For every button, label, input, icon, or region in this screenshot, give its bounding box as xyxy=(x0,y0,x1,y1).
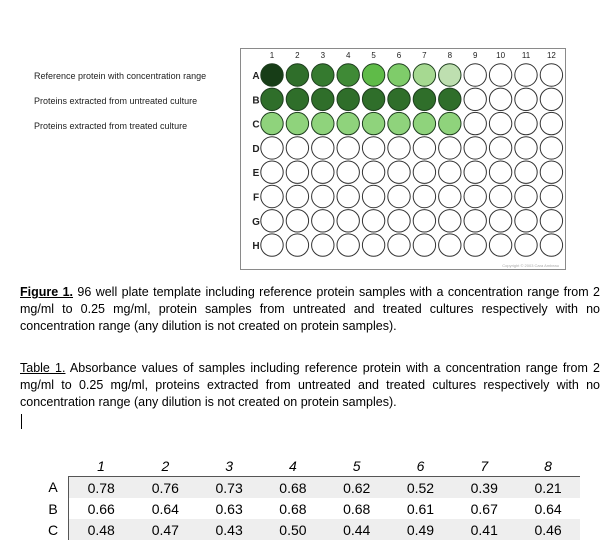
table-cell: 0.63 xyxy=(197,498,261,519)
empty-well xyxy=(337,185,359,207)
table-cell: 0.21 xyxy=(516,477,580,499)
empty-well xyxy=(489,234,511,256)
empty-well xyxy=(362,161,384,183)
table-cell: 0.44 xyxy=(325,519,389,540)
empty-well xyxy=(540,185,562,207)
empty-well xyxy=(337,137,359,159)
empty-well xyxy=(464,112,486,134)
row-header: A xyxy=(38,477,69,499)
figure-caption-text: 96 well plate template including reference protein samples with a concentration range from 2 mg/ml to 0.25 mg/ml, protein samples from untreated and treated cultures respectively with no concentration range (any dilution is not created on protein samples). xyxy=(20,285,600,333)
empty-well xyxy=(261,234,283,256)
filled-well xyxy=(286,88,308,110)
empty-well xyxy=(540,210,562,232)
plate-column-label: 8 xyxy=(447,51,453,60)
empty-well xyxy=(489,185,511,207)
empty-well xyxy=(362,234,384,256)
empty-well xyxy=(439,185,461,207)
empty-well xyxy=(464,185,486,207)
figure-caption-label: Figure 1. xyxy=(20,285,74,299)
filled-well xyxy=(413,64,435,86)
table-header-row xyxy=(38,455,580,477)
empty-well xyxy=(489,64,511,86)
empty-well xyxy=(515,88,537,110)
row-header: C xyxy=(38,519,69,540)
empty-well xyxy=(337,161,359,183)
row-header: B xyxy=(38,498,69,519)
empty-well xyxy=(464,161,486,183)
empty-well xyxy=(515,210,537,232)
empty-well xyxy=(515,137,537,159)
empty-well xyxy=(515,161,537,183)
filled-well xyxy=(286,64,308,86)
plate-column-label: 10 xyxy=(496,51,506,60)
empty-well xyxy=(312,185,334,207)
empty-well xyxy=(439,161,461,183)
plate-column-label: 3 xyxy=(320,51,326,60)
empty-well xyxy=(540,88,562,110)
empty-well xyxy=(464,88,486,110)
filled-well xyxy=(337,88,359,110)
empty-well xyxy=(413,161,435,183)
empty-well xyxy=(388,234,410,256)
empty-well xyxy=(515,185,537,207)
absorbance-table xyxy=(38,455,580,540)
legend-treated-culture: Proteins extracted from treated culture xyxy=(34,121,188,131)
filled-well xyxy=(337,112,359,134)
table-cell: 0.47 xyxy=(133,519,197,540)
empty-well xyxy=(286,161,308,183)
empty-well xyxy=(286,137,308,159)
empty-well xyxy=(286,234,308,256)
empty-well xyxy=(464,210,486,232)
table-cell: 0.76 xyxy=(133,477,197,499)
legend-untreated-culture: Proteins extracted from untreated culture xyxy=(34,96,198,106)
table-cell: 0.43 xyxy=(197,519,261,540)
plate-column-label: 2 xyxy=(295,51,300,60)
empty-well xyxy=(489,161,511,183)
empty-well xyxy=(413,210,435,232)
table-cell: 0.39 xyxy=(452,477,516,499)
plate-copyright: Copyright © 2003 Cara Ambeau xyxy=(502,263,559,268)
plate-column-label: 1 xyxy=(269,51,275,60)
filled-well xyxy=(388,112,410,134)
plate-column-label: 4 xyxy=(345,51,351,60)
filled-well xyxy=(413,88,435,110)
table-caption xyxy=(20,360,600,411)
plate-row-label: E xyxy=(252,168,260,180)
empty-well xyxy=(515,112,537,134)
plate-row-label: C xyxy=(252,119,260,131)
empty-well xyxy=(362,210,384,232)
table-cell: 0.64 xyxy=(516,498,580,519)
filled-well xyxy=(439,112,461,134)
column-header: 6 xyxy=(389,455,453,477)
plate-column-label: 9 xyxy=(472,51,478,60)
plate-row-label: B xyxy=(252,95,260,107)
empty-well xyxy=(312,137,334,159)
table-caption-text: Absorbance values of samples including reference protein with a concentration range from 2 mg/ml to 0.25 mg/ml, proteins extracted from untreated and treated cultures respectively with no concentration range (any dilution is not created on protein samples). xyxy=(20,361,601,409)
plate-row-label: A xyxy=(252,71,260,82)
plate-row-label: D xyxy=(252,143,260,155)
legend-reference-protein: Reference protein with concentration range xyxy=(34,71,207,81)
well-plate-figure xyxy=(240,48,566,270)
empty-well xyxy=(362,185,384,207)
filled-well xyxy=(362,112,384,134)
plate-row-label: G xyxy=(252,216,260,228)
filled-well xyxy=(337,64,359,86)
empty-well xyxy=(515,234,537,256)
filled-well xyxy=(286,112,308,134)
filled-well xyxy=(312,64,334,86)
table-cell: 0.41 xyxy=(452,519,516,540)
empty-well xyxy=(261,185,283,207)
empty-well xyxy=(362,137,384,159)
filled-well xyxy=(439,88,461,110)
table-cell: 0.67 xyxy=(452,498,516,519)
empty-well xyxy=(489,88,511,110)
empty-well xyxy=(312,161,334,183)
plate-row-label: F xyxy=(252,192,260,204)
table-cell: 0.64 xyxy=(133,498,197,519)
filled-well xyxy=(261,112,283,134)
table-cell: 0.61 xyxy=(389,498,453,519)
empty-well xyxy=(388,161,410,183)
empty-well xyxy=(312,234,334,256)
filled-well xyxy=(413,112,435,134)
filled-well xyxy=(261,64,283,86)
empty-well xyxy=(540,137,562,159)
well-plate-diagram xyxy=(241,49,567,271)
empty-well xyxy=(388,210,410,232)
filled-well xyxy=(312,112,334,134)
figure-caption xyxy=(20,284,600,335)
empty-well xyxy=(540,234,562,256)
empty-well xyxy=(261,137,283,159)
table-cell: 0.52 xyxy=(389,477,453,499)
table-row xyxy=(38,498,580,519)
empty-well xyxy=(413,185,435,207)
empty-well xyxy=(439,234,461,256)
table-cell: 0.73 xyxy=(197,477,261,499)
empty-well xyxy=(489,137,511,159)
table-corner-cell xyxy=(38,455,69,477)
empty-well xyxy=(540,64,562,86)
filled-well xyxy=(362,88,384,110)
table-cell: 0.49 xyxy=(389,519,453,540)
empty-well xyxy=(439,210,461,232)
empty-well xyxy=(312,210,334,232)
table-cell: 0.48 xyxy=(69,519,134,540)
text-cursor xyxy=(21,414,22,429)
table-cell: 0.50 xyxy=(261,519,325,540)
filled-well xyxy=(261,88,283,110)
column-header: 4 xyxy=(261,455,325,477)
empty-well xyxy=(464,234,486,256)
table-cell: 0.68 xyxy=(261,477,325,499)
column-header: 3 xyxy=(197,455,261,477)
filled-well xyxy=(388,88,410,110)
empty-well xyxy=(388,137,410,159)
table-row xyxy=(38,519,580,540)
plate-column-label: 12 xyxy=(546,51,556,60)
table-cell: 0.78 xyxy=(69,477,134,499)
column-header: 7 xyxy=(452,455,516,477)
column-header: 5 xyxy=(325,455,389,477)
column-header: 1 xyxy=(69,455,134,477)
empty-well xyxy=(540,112,562,134)
plate-column-label: 7 xyxy=(422,51,427,60)
column-header: 2 xyxy=(133,455,197,477)
empty-well xyxy=(261,161,283,183)
filled-well xyxy=(439,64,461,86)
empty-well xyxy=(464,137,486,159)
empty-well xyxy=(337,234,359,256)
empty-well xyxy=(540,161,562,183)
empty-well xyxy=(261,210,283,232)
filled-well xyxy=(388,64,410,86)
empty-well xyxy=(439,137,461,159)
empty-well xyxy=(489,210,511,232)
empty-well xyxy=(388,185,410,207)
plate-column-label: 5 xyxy=(371,51,376,60)
empty-well xyxy=(413,234,435,256)
plate-row-label: H xyxy=(252,241,260,253)
plate-column-label: 11 xyxy=(521,51,531,60)
empty-well xyxy=(464,64,486,86)
table-cell: 0.66 xyxy=(69,498,134,519)
table-cell: 0.46 xyxy=(516,519,580,540)
filled-well xyxy=(312,88,334,110)
column-header: 8 xyxy=(516,455,580,477)
table-cell: 0.68 xyxy=(325,498,389,519)
filled-well xyxy=(362,64,384,86)
empty-well xyxy=(489,112,511,134)
plate-column-label: 6 xyxy=(396,51,402,60)
empty-well xyxy=(286,210,308,232)
table-cell: 0.68 xyxy=(261,498,325,519)
table-row xyxy=(38,477,580,499)
empty-well xyxy=(286,185,308,207)
table-caption-label: Table 1. xyxy=(20,361,66,375)
empty-well xyxy=(515,64,537,86)
empty-well xyxy=(413,137,435,159)
empty-well xyxy=(337,210,359,232)
table-cell: 0.62 xyxy=(325,477,389,499)
